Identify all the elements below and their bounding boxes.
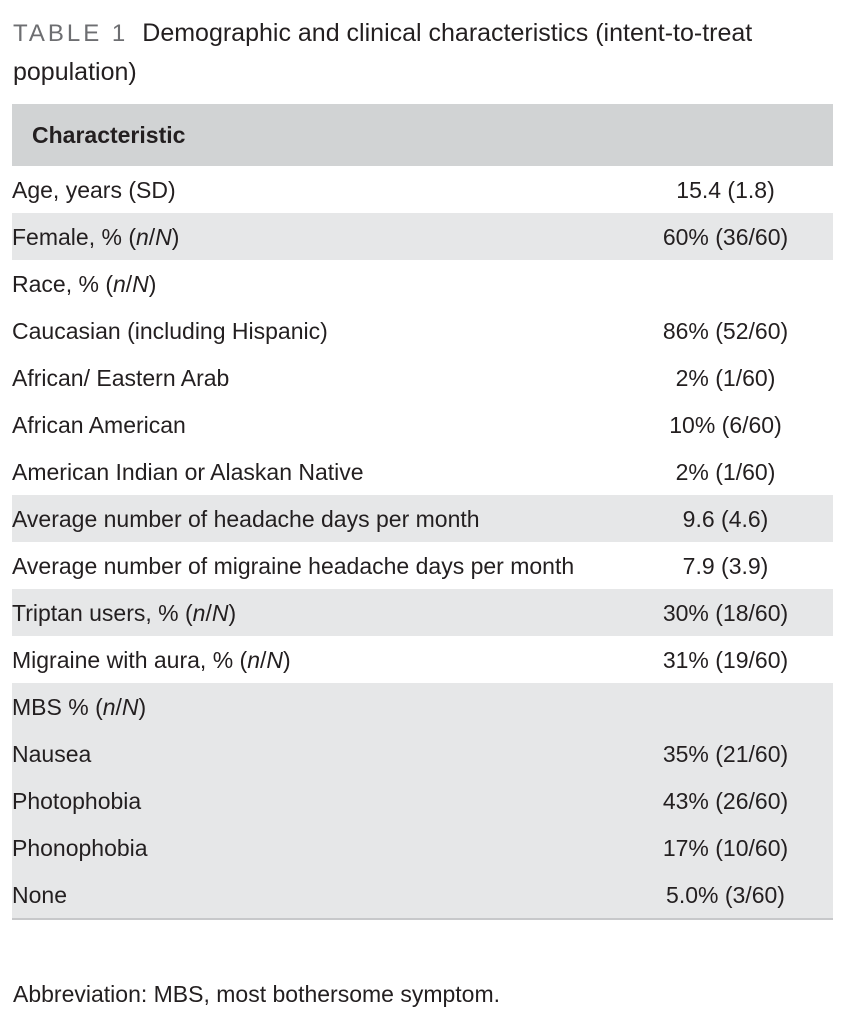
row-label: Migraine with aura, % (n/N): [12, 647, 291, 673]
row-value: 17% (10/60): [634, 824, 833, 871]
table-title: Demographic and clinical characteristics (intent-to-treat population): [13, 19, 753, 86]
row-value: 9.6 (4.6): [634, 495, 833, 542]
row-label: American Indian or Alaskan Native: [12, 459, 364, 485]
table-row: [12, 824, 833, 871]
table-row: [12, 495, 833, 542]
table-row: [12, 871, 833, 919]
row-label: African/ Eastern Arab: [12, 365, 230, 391]
table-row: [12, 777, 833, 824]
row-label: Race, % (n/N): [12, 271, 157, 297]
table-row: [12, 730, 833, 777]
row-label: Triptan users, % (n/N): [12, 589, 634, 636]
table-row: [12, 401, 833, 448]
table-row: [12, 307, 833, 354]
table-row: [12, 166, 833, 213]
table-footnote: Abbreviation: MBS, most bothersome symptom.: [13, 981, 501, 1007]
row-label: Caucasian (including Hispanic): [12, 318, 328, 344]
row-value: 5.0% (3/60): [634, 871, 833, 919]
table-row: [12, 683, 833, 730]
row-value: 31% (19/60): [662, 647, 789, 673]
row-value: 30% (18/60): [634, 589, 833, 636]
row-value: 43% (26/60): [634, 777, 833, 824]
row-label-text: Average number of migraine headache days per month: [12, 553, 575, 579]
row-value: 7.9 (3.9): [682, 553, 769, 579]
row-label: African American: [12, 412, 186, 438]
row-value: 35% (21/60): [634, 730, 833, 777]
table-number: TABLE 1: [13, 20, 129, 47]
table-row: [12, 260, 833, 307]
row-value: 15.4 (1.8): [676, 177, 775, 203]
table-caption: [13, 14, 813, 91]
row-value: 86% (52/60): [662, 318, 789, 344]
row-value: [634, 260, 833, 307]
table-header-row: [12, 104, 833, 166]
row-label: None: [12, 871, 634, 919]
row-label: Photophobia: [12, 777, 634, 824]
row-label: Female, % (n/N): [12, 213, 634, 260]
row-value: 2% (1/60): [675, 365, 776, 391]
row-value: [634, 683, 833, 730]
table-row: [12, 542, 833, 589]
row-label: MBS % (n/N): [12, 683, 634, 730]
demographics-table: [12, 104, 833, 920]
column-header-characteristic: Characteristic: [12, 104, 833, 166]
row-label: Average number of headache days per month: [12, 495, 634, 542]
row-label: Nausea: [12, 730, 634, 777]
row-value: 10% (6/60): [669, 412, 782, 438]
table-row: [12, 636, 833, 683]
table-row: [12, 448, 833, 495]
table-row: [12, 213, 833, 260]
row-value: 2% (1/60): [675, 459, 776, 485]
table-row: [12, 354, 833, 401]
table-row: [12, 589, 833, 636]
row-label: Phonophobia: [12, 824, 634, 871]
row-value: 60% (36/60): [634, 213, 833, 260]
row-label: [12, 542, 634, 589]
row-label: Age, years (SD): [12, 177, 176, 203]
